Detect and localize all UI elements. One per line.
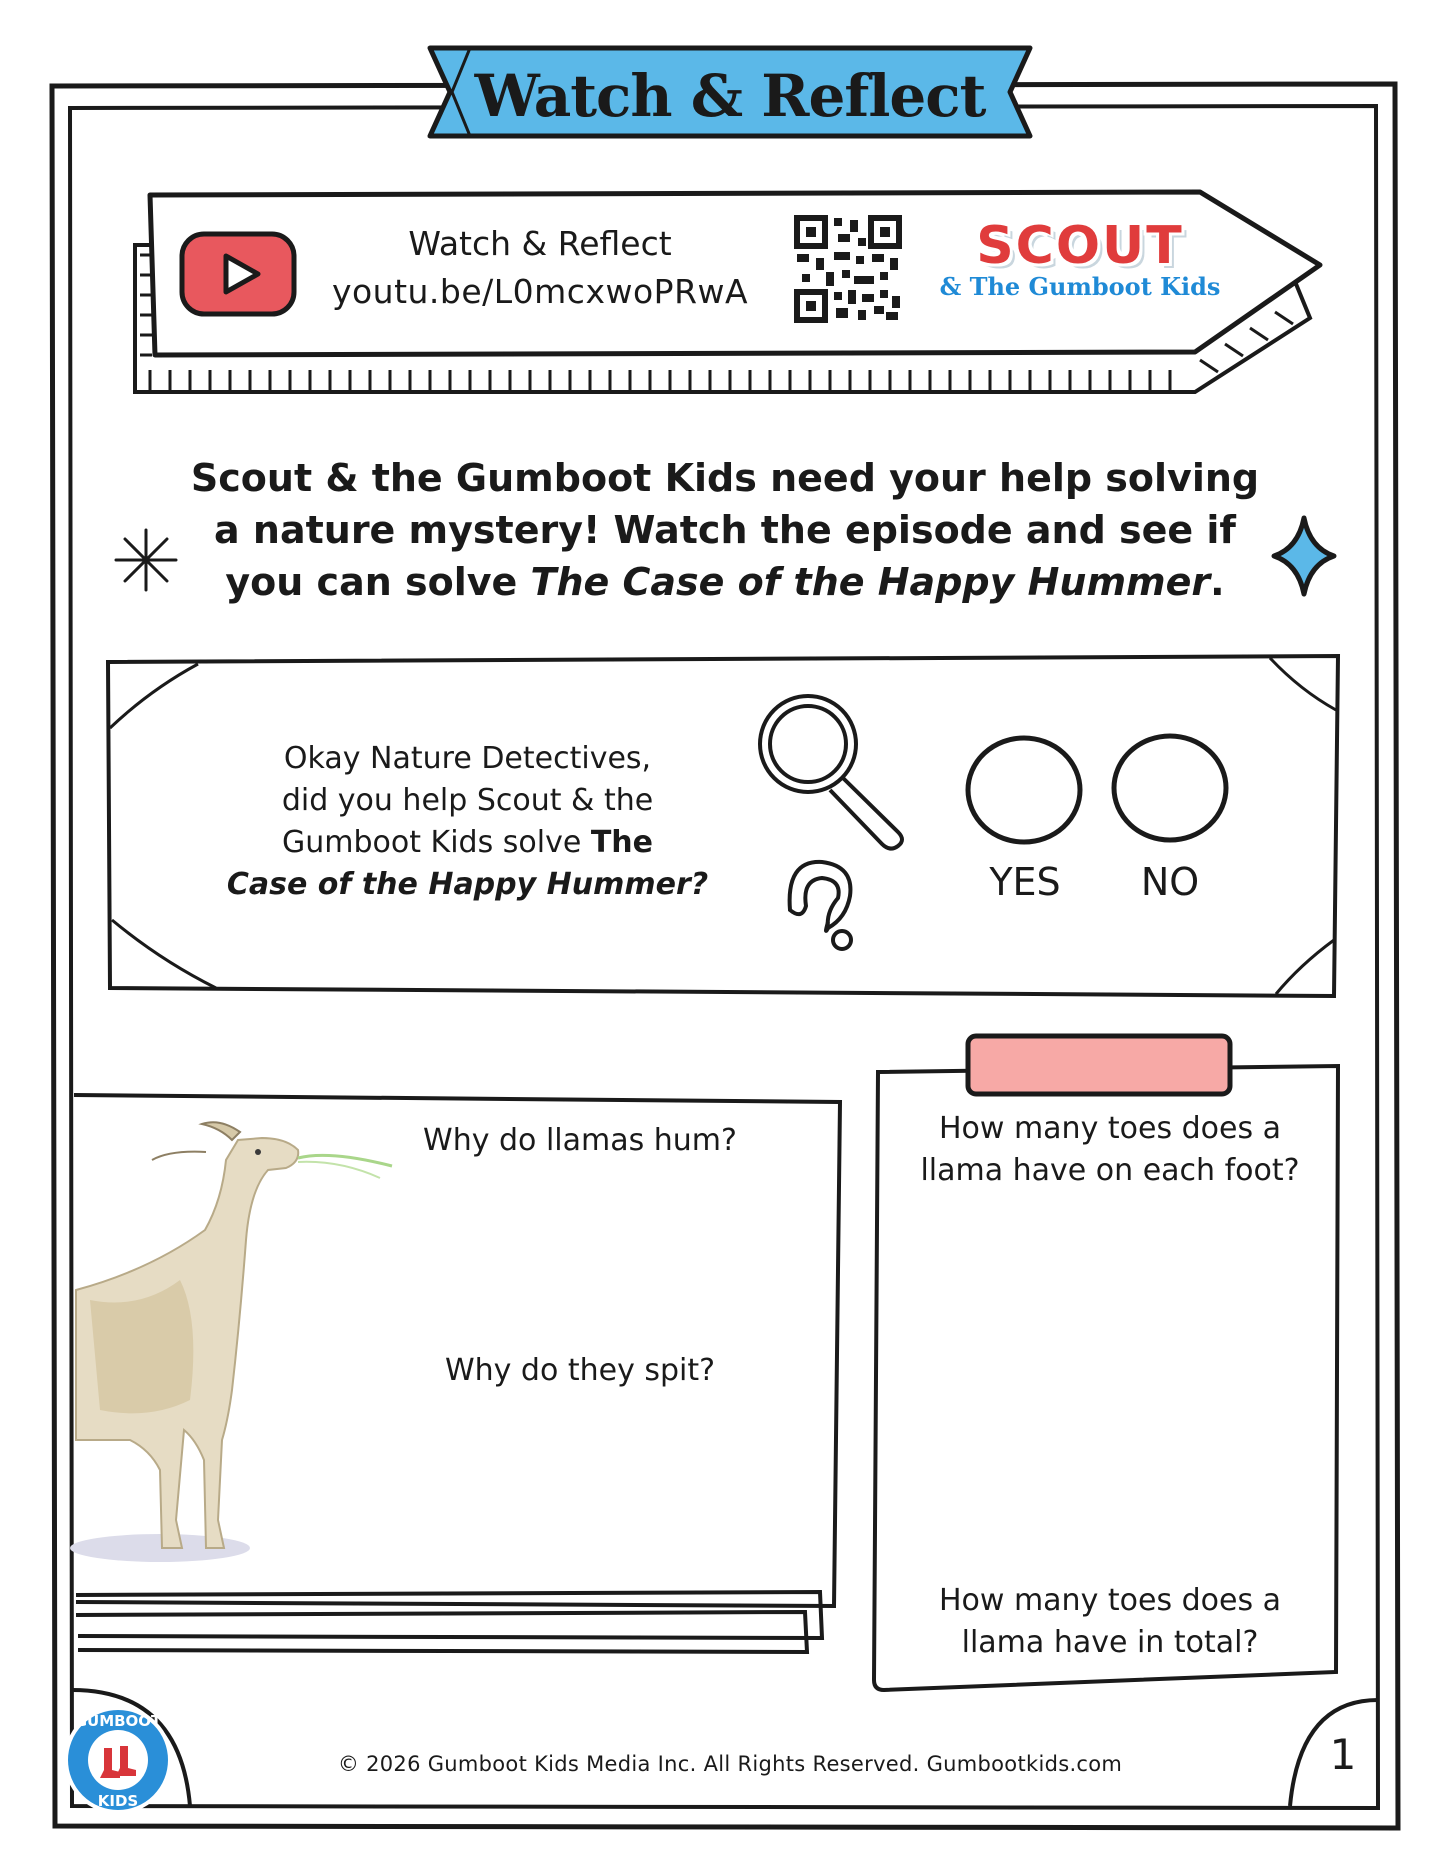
- question-toes-each-foot: [890, 1108, 1330, 1192]
- footer-copyright: © 2026 Gumboot Kids Media Inc. All Rights Reserved. Gumbootkids.com: [337, 1752, 1123, 1776]
- detective-line-3: [215, 822, 720, 864]
- question-spit: Why do they spit?: [444, 1353, 716, 1388]
- detective-prompt: [215, 738, 720, 906]
- episode-title: The Case of the Happy Hummer: [530, 560, 1211, 604]
- page-number: 1: [1329, 1730, 1357, 1779]
- detective-line-1: Okay Nature Detectives,: [283, 741, 652, 776]
- question-toes-each-line-1: How many toes does a: [938, 1111, 1282, 1146]
- question-mark-icon: [790, 862, 851, 949]
- video-title: Watch & Reflect: [408, 224, 672, 263]
- gumboot-kids-badge: [66, 1708, 170, 1812]
- intro-line-2: a nature mystery! Watch the episode and see if: [214, 508, 1236, 552]
- page-title: Watch & Reflect: [474, 62, 986, 130]
- detective-line-3-text: Gumboot Kids solve: [282, 825, 591, 860]
- scout-logo-word: SCOUT: [976, 216, 1184, 276]
- video-link[interactable]: youtu.be/L0mcxwoPRwA: [331, 272, 749, 311]
- yes-checkbox[interactable]: [968, 738, 1080, 842]
- qr-code[interactable]: [795, 216, 901, 322]
- badge-top-text: GUMBOOT: [74, 1712, 162, 1730]
- sparkle-asterisk-icon: [116, 530, 176, 590]
- question-toes-total-line-1: How many toes does a: [938, 1583, 1282, 1618]
- intro-line-3: [170, 556, 1280, 608]
- youtube-play-icon[interactable]: [182, 234, 294, 314]
- detective-line-2: did you help Scout & the: [281, 783, 654, 818]
- magnifying-glass-icon: [760, 696, 902, 849]
- intro-line-1: Scout & the Gumboot Kids need your help solving: [190, 456, 1260, 500]
- question-toes-total: [890, 1580, 1330, 1664]
- no-label: NO: [1140, 860, 1200, 904]
- question-toes-total-line-2: llama have in total?: [961, 1625, 1259, 1660]
- no-checkbox[interactable]: [1114, 736, 1226, 840]
- sparkle-star-icon: [1274, 518, 1334, 594]
- intro-line-3-text: you can solve: [225, 560, 531, 604]
- intro-line-3-end: .: [1210, 560, 1225, 604]
- badge-bottom-text: KIDS: [97, 1792, 139, 1810]
- scout-logo-subtitle: & The Gumboot Kids: [939, 272, 1221, 301]
- detective-line-3-bold: The: [590, 825, 653, 860]
- llama-illustration: [70, 1122, 392, 1562]
- yes-label: YES: [989, 860, 1061, 904]
- intro-paragraph: [170, 452, 1280, 608]
- question-toes-each-line-2: llama have on each foot?: [920, 1153, 1300, 1188]
- tape-strip: [968, 1036, 1230, 1094]
- detective-line-4: Case of the Happy Hummer?: [226, 867, 709, 902]
- question-hum: Why do llamas hum?: [423, 1123, 737, 1158]
